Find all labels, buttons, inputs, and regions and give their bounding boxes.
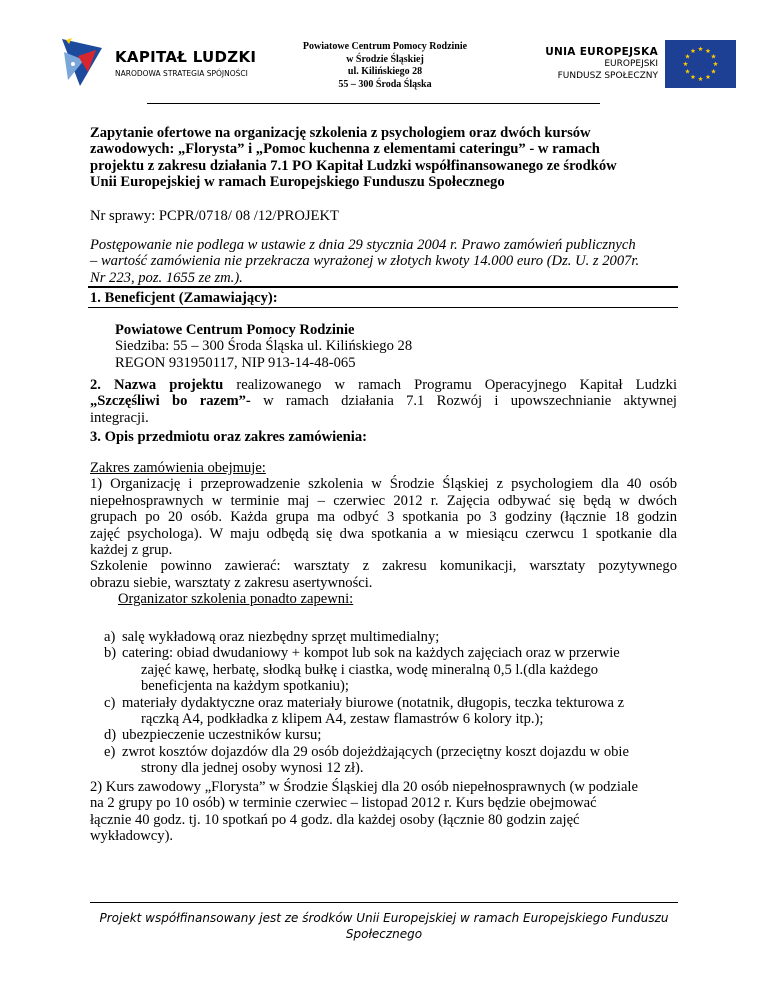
institution-postcode: 55 – 300 Środa Śląska <box>338 78 432 90</box>
course-line: 2) Kurs zawodowy „Florysta” w Środzie Śląskiej dla 20 osób niepełnosprawnych (w podziale <box>90 779 638 795</box>
organizer-heading: Organizator szkolenia ponadto zapewni: <box>118 591 354 608</box>
kapital-ludzki-subtitle: NARODOWA STRATEGIA SPÓJNOŚCI <box>115 69 248 78</box>
scope-line: 1) Organizację i przeprowadzenie szkolenia w Środzie Śląskiej z psychologiem dla 40 osób <box>90 476 677 493</box>
eu-fund-line1: EUROPEJSKI <box>604 59 658 69</box>
notice-line: Nr 223, poz. 1655 ze zm.). <box>90 269 243 286</box>
organizer-list <box>104 629 677 777</box>
list-item-label: c) <box>104 694 116 711</box>
beneficiary-address: Siedziba: 55 – 300 Środa Śląska ul. Kilińskiego 28 <box>115 338 413 355</box>
title-line: Zapytanie ofertowe na organizację szkolenia z psychologiem oraz dwóch kursów <box>90 125 591 141</box>
title-line: zawodowych: „Florysta” i „Pomoc kuchenna z elementami cateringu” - w ramach <box>90 141 600 158</box>
eu-title: UNIA EUROPEJSKA <box>545 46 658 58</box>
list-item-line: materiały dydaktyczne oraz materiały biurowe (notatnik, długopis, teczka tekturowa z <box>122 694 625 711</box>
list-item-line: ubezpieczenie uczestników kursu; <box>122 727 322 744</box>
scope-line: grupach po 20 osób. Każda grupa ma odbyć 3 spotkania po 3 godziny (łącznie 18 godzin <box>90 509 677 526</box>
course-line: łącznie 40 godz. tj. 10 spotkań po 4 godz. dla każdej osoby (łącznie 80 godzin zajęć <box>90 811 580 828</box>
list-item-line: catering: obiad dwudaniowy + kompot lub sok na każdych zajęciach oraz w przerwie <box>122 645 620 662</box>
header-divider <box>147 103 600 104</box>
institution-city: w Środzie Śląskiej <box>346 53 424 65</box>
course-line: na 2 grupy po 10 osób) w terminie czerwiec – listopad 2012 r. Kurs będzie obejmować <box>90 795 597 812</box>
list-item-line: zajęć kawę, herbatę, słodką bułkę i ciastka, wodę mineralną 0,5 l.(dla każdego <box>141 661 599 678</box>
list-item <box>104 629 677 645</box>
institution-street: ul. Kilińskiego 28 <box>347 66 423 77</box>
scope-line: niepełnosprawnych w terminie maj – czerwiec 2012 r. Zajęcia odbywać się będą w dwóch <box>90 492 677 509</box>
list-item-line: rączką A4, podkładka z klipem A4, zestaw flamastrów 6 kolory itp.); <box>141 711 544 728</box>
eu-fund-line2: FUNDUSZ SPOŁECZNY <box>557 71 658 81</box>
content-line: Szkolenie powinno zawierać: warsztaty z zakresu komunikacji, warsztaty pozytywnego <box>90 558 677 575</box>
section-divider-bottom <box>88 307 678 308</box>
beneficiary-name: Powiatowe Centrum Pomocy Rodzinie <box>115 322 355 338</box>
project-name: „Szczęśliwi bo razem”- <box>90 393 251 410</box>
beneficiary-block <box>115 322 412 371</box>
legal-notice <box>90 237 677 286</box>
kapital-ludzki-emblem-icon <box>58 36 113 88</box>
section3-heading: 3. Opis przedmiotu oraz zakres zamówienia: <box>90 429 367 445</box>
scope-block <box>90 460 677 608</box>
section2-label: 2. Nazwa projektu <box>90 377 224 393</box>
list-item <box>104 695 677 728</box>
footer-divider <box>90 902 678 903</box>
course-florysta <box>90 779 677 845</box>
section2-text: integracji. <box>90 409 149 426</box>
list-item-label: a) <box>104 629 116 645</box>
scope-line: każdej z grup. <box>90 542 173 559</box>
course-line: wykładowcy). <box>90 828 174 845</box>
notice-line: – wartość zamówienia nie przekracza wyrażonej w złotych kwoty 14.000 euro (Dz. U. z 2007r. <box>90 253 640 270</box>
section2 <box>90 377 677 426</box>
eu-logo-text <box>530 46 658 82</box>
document-title <box>90 125 677 191</box>
section-divider-top <box>88 286 678 288</box>
section2-text: realizowanego w ramach Programu Operacyjnego Kapitał Ludzki <box>223 377 678 393</box>
list-item-line: salę wykładową oraz niezbędny sprzęt multimedialny; <box>122 629 440 645</box>
list-item-line: beneficjenta na każdym spotkaniu); <box>141 678 349 695</box>
eu-flag-icon <box>665 40 736 88</box>
institution-header <box>270 41 500 91</box>
list-item <box>104 727 677 743</box>
title-line: Unii Europejskiej w ramach Europejskiego Funduszu Społecznego <box>90 174 505 191</box>
footer-note <box>90 910 678 942</box>
case-number: Nr sprawy: PCPR/0718/ 08 /12/PROJEKT <box>90 208 339 224</box>
footer-line: Projekt współfinansowany jest ze środków Unii Europejskiej w ramach Europejskiego Funduszu <box>99 911 669 925</box>
scope-line: zajęć psychologa). W maju odbędą się dwa spotkania a w miesiącu czerwcu 1 spotkanie dla <box>90 525 677 542</box>
list-item-label: e) <box>104 743 116 760</box>
content-line: obrazu siebie, warsztaty z zakresu asertywności. <box>90 574 373 591</box>
section2-text: w ramach działania 7.1 Rozwój i upowszechnianie aktywnej <box>250 393 677 410</box>
list-item-label: b) <box>104 645 117 662</box>
list-item-line: zwrot kosztów dojazdów dla 29 osób dojeżdżających (przeciętny koszt dojazdu w obie <box>122 743 629 760</box>
scope-heading: Zakres zamówienia obejmuje: <box>90 460 266 476</box>
institution-name: Powiatowe Centrum Pomocy Rodzinie <box>302 41 468 52</box>
notice-line: Postępowanie nie podlega w ustawie z dnia 29 stycznia 2004 r. Prawo zamówień publicznych <box>90 237 636 253</box>
beneficiary-regon: REGON 931950117, NIP 913-14-48-065 <box>115 354 356 371</box>
list-item <box>104 744 677 777</box>
list-item-label: d) <box>104 727 117 744</box>
kapital-ludzki-title: KAPITAŁ LUDZKI <box>115 48 257 66</box>
title-line: projektu z zakresu działania 7.1 PO Kapitał Ludzki współfinansowanego ze środków <box>90 157 617 174</box>
list-item <box>104 645 677 694</box>
section1-heading: 1. Beneficjent (Zamawiający): <box>90 290 278 306</box>
footer-line: Społecznego <box>345 927 423 941</box>
list-item-line: strony dla jednej osoby wynosi 12 zł). <box>141 760 364 777</box>
